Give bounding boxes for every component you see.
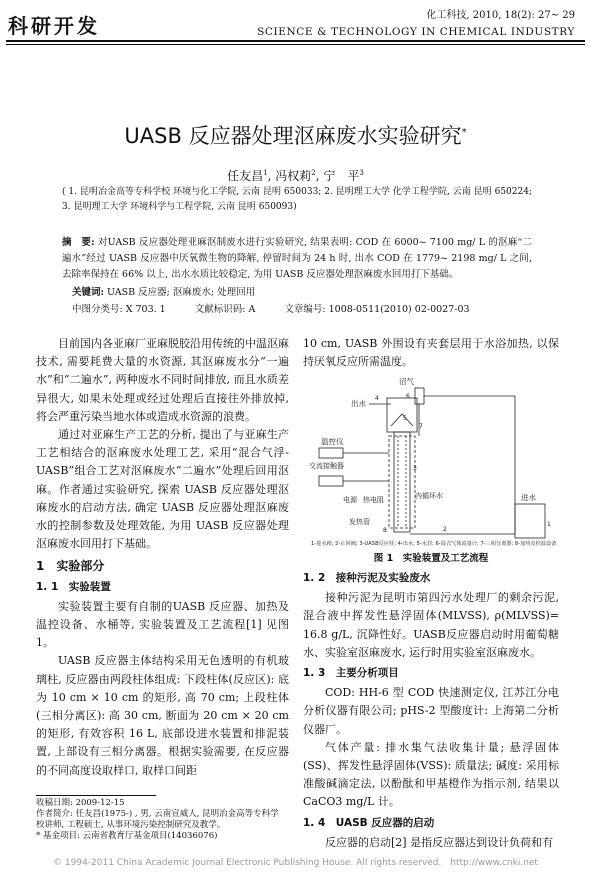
paragraph: UASB 反应器主体结构采用无色透明的有机玻璃柱, 反应器由两段柱体组成: 下段柱体(反应区): 底为 10 cm × 10 cm 的矩形, 高 70 cm; 上段柱体(三相分离区): 高 30 cm, 断面为 20 cm × 20 cm 的矩形, 有效容积 16 L, 底部设进水装置和排泥装置, 上部设有三相分离器。根据实验需要, 在反应器的不同高度设取样口, 取样口间距 <box>36 654 289 777</box>
author-sup: 3 <box>359 169 364 177</box>
paragraph: 接种污泥为昆明市第四污水处理厂的剩余污泥, 混合液中挥发性悬浮固体(MLVSS), ρ(MLVSS)= 16.8 g/L, 沉降性好。UASB反应器启动时用葡萄糖水、实验室沤麻废水, 运行时用实验室沤麻废水。 <box>303 591 559 659</box>
label-heater: 发热管 <box>349 518 370 526</box>
figure-legend: 1-进水箱; 2-止回阀; 3-UASB反应柱; 4-出水; 5-水封; 6-湿式气体流量计; 7-三相分离器; 8-加热及控温设备 <box>311 541 557 547</box>
paragraph: 10 cm, UASB 外围设有夹套层用于水浴加热, 以保持厌氧反应所需温度。 <box>303 337 559 369</box>
title-text: UASB 反应器处理沤麻废水实验研究 <box>124 124 462 148</box>
gas-meter <box>415 388 424 404</box>
paragraph: COD: HH-6 型 COD 快速测定仪, 江苏江分电分析仪器有限公司; pHS-2 型酸度计: 上海第二分析仪器厂。 <box>303 686 559 736</box>
abstract <box>62 235 532 283</box>
svg-text:4: 4 <box>375 395 379 402</box>
fund-note: * 基金项目: 云南省教育厅基金项目(14036076) <box>36 831 218 841</box>
separator-cone <box>391 414 413 426</box>
svg-text:2: 2 <box>443 526 447 533</box>
svg-text:1: 1 <box>547 521 551 528</box>
article-title <box>0 120 591 150</box>
classification-line <box>72 301 496 315</box>
footnotes <box>36 798 286 842</box>
header-rule-thick <box>6 40 585 42</box>
author-bio: 作者简介: 任友昌(1975-) , 男, 云南宣威人, 昆明冶金高等专科学校讲师, 工程硕士, 从事环境污染控制研究及教学。 <box>36 809 279 830</box>
temp-controller-box <box>319 448 343 458</box>
author-sup: 1 <box>263 169 268 177</box>
journal-english-name: SCIENCE & TECHNOLOGY IN CHEMICAL INDUSTRY <box>257 26 575 38</box>
label-thermocouple: 热电阻 <box>363 496 384 504</box>
author-list: 任友昌$^1$, 冯权莉$^2$, 宁 平$^3$ <box>227 169 364 183</box>
author-name: 宁 平 <box>323 169 360 183</box>
section-heading-1: 1 实验部分 <box>36 559 105 574</box>
section-heading: 科研开发 <box>8 14 100 38</box>
inlet-tank <box>515 504 545 538</box>
class-number: 中图分类号: X 703. 1 <box>72 304 166 315</box>
subsection-heading-1-2: 1. 2 接种污泥及实验废水 <box>303 572 431 584</box>
label-outlet: 出水 <box>351 399 366 408</box>
svg-text:5: 5 <box>403 415 407 422</box>
journal-header <box>257 8 575 40</box>
svg-text:7: 7 <box>419 423 423 430</box>
figure-apparatus-diagram <box>303 376 559 548</box>
author-name: 任友昌 <box>227 169 264 183</box>
article-number: 文章编号: 1008-0511(2010) 02-0027-03 <box>284 304 470 315</box>
author-sup: 2 <box>311 169 316 177</box>
paragraph: 通过对亚麻生产工艺的分析, 提出了与亚麻生产工艺相结合的沤麻废水处理工艺, 采用“混合气浮-UASB”组合工艺对沤麻废水“二遍水”处理后回用沤麻。作者通过实验研究, 探索 UASB 反应器处理沤麻废水的启动方法, 确定 UASB 反应器处理沤麻废水的控制参数及处理效能, 为用 UASB 反应器处理沤麻废水回用打下基础。 <box>36 428 289 551</box>
paragraph: 气体产量: 排水集气法收集计量; 悬浮固体(SS)、挥发性悬浮固体(VSS): 质量法; 碱度: 采用标准酸碱滴定法, 以酚酞和甲基橙作为指示剂, 结果以 CaCO3 mg/L 计。 <box>303 740 559 809</box>
abstract-text: 对UASB 反应器处理亚麻沤制废水进行实验研究, 结果表明: COD 在 6000~ 7100 mg/ L 的沤麻“二遍水”经过 UASB 反应器中厌氧微生物的降解, 停留时间为 24 h 时, 出水 COD 在 1779~ 2198 mg/ L 之间, 去除率保持在 66% 以上, 出水水质比较稳定, 为用 UASB 反应器处理沤麻废水回用打下基础。 <box>62 237 532 280</box>
subsection-heading-1-3: 1. 3 主要分析项目 <box>303 667 399 680</box>
paragraph: 反应器的启动[2] 是指反应器达到设计负荷和有 <box>325 835 554 849</box>
abstract-label: 摘 要: <box>62 237 95 248</box>
paragraph: 实验装置主要有自制的UASB 反应器、加热及温控设备、水桶等, 实验装置及工艺流程[1] 见图 1。 <box>36 599 289 650</box>
svg-text:3: 3 <box>413 465 417 472</box>
keywords <box>72 284 532 298</box>
journal-citation: 化工科技, 2010, 18(2): 27~ 29 <box>426 10 575 21</box>
paragraph: 目前国内各亚麻厂亚麻脱胶沿用传统的中温沤麻技术, 需要耗费大量的水资源, 其沤麻废水分“一遍水”和“二遍水”, 两种废水不同时间排放, 而且水质差异很大, 如果未处理或经过处理后直接往外排放掉, 将会严重污染当地水体或造成水资源的浪费。 <box>36 337 289 423</box>
left-column <box>36 335 289 780</box>
label-circulating-water: 内循环水 <box>415 492 443 500</box>
label-temp-controller: 温控仪 <box>321 437 344 446</box>
author-name: 冯权莉 <box>275 169 312 183</box>
subsection-heading-1-4: 1. 4 UASB 反应器的启动 <box>303 816 435 829</box>
svg-text:6: 6 <box>406 393 410 400</box>
label-inlet: 进水 <box>521 493 536 502</box>
uasb-column <box>394 432 410 532</box>
copyright-watermark: © 1994-2011 China Academic Journal Electronic Publishing House. All rights reserved. http://www.cnki.net <box>53 858 538 868</box>
header-rule-thin <box>6 44 585 45</box>
three-phase-separator <box>387 398 417 432</box>
keywords-text: UASB 反应器; 沤麻废水; 处理回用 <box>107 287 256 298</box>
document-code: 文献标识码: A <box>194 304 256 315</box>
footnote-rule <box>36 795 156 796</box>
svg-text:8: 8 <box>383 527 387 534</box>
keywords-label: 关键词: <box>72 287 105 298</box>
subsection-heading-1-1: 1. 1 实验装置 <box>36 580 111 593</box>
water-jacket <box>389 436 415 528</box>
affiliations: ( 1. 昆明冶金高等专科学校 环境与化工学院, 云南 昆明 650033; 2. 昆明理工大学 化学工程学院, 云南 昆明 650224; 3. 昆明理工大学 环境科学与工程学院, 云南 昆明 650093) <box>62 187 532 212</box>
right-column-top <box>303 335 559 371</box>
label-power: 电源 <box>343 496 357 504</box>
figure-caption: 图 1 实验装置及工艺流程 <box>373 553 489 564</box>
title-footnote-mark: * <box>461 127 467 138</box>
ac-contactor-box <box>319 476 343 486</box>
label-ac-contactor: 交流接触器 <box>309 462 344 470</box>
right-column-bottom <box>303 567 559 852</box>
label-biogas: 沼气 <box>399 377 414 386</box>
received-date: 收稿日期: 2009-12-15 <box>36 798 125 808</box>
